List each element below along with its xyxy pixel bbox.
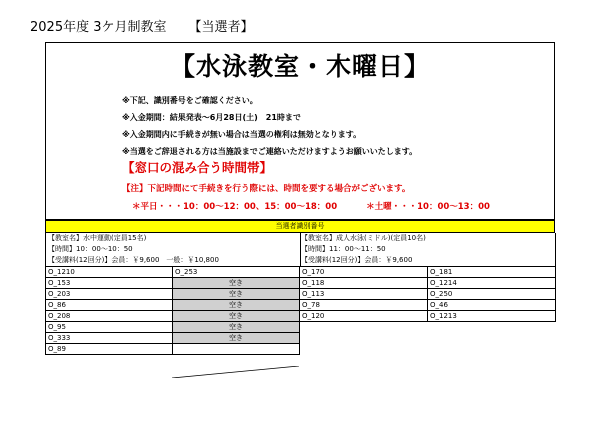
document-header bbox=[30, 16, 254, 35]
id-cell: O_120 bbox=[300, 311, 428, 322]
left-class-info bbox=[45, 233, 301, 266]
saturday-hours: ＊土曜・・・10：00～13：00 bbox=[366, 202, 490, 212]
id-cell: O_333 bbox=[46, 333, 173, 344]
left-class-fee: 【受講料(12回分)】会員：￥9,600 一般：￥10,800 bbox=[48, 256, 219, 264]
id-cell: O_86 bbox=[46, 300, 173, 311]
id-cell: O_208 bbox=[46, 311, 173, 322]
id-cell: O_78 bbox=[300, 300, 428, 311]
right-class-time: 【時間】11：00～11：50 bbox=[301, 245, 386, 253]
notes-list bbox=[122, 92, 417, 160]
table-row bbox=[46, 289, 300, 300]
table-row bbox=[46, 333, 300, 344]
table-row bbox=[46, 278, 300, 289]
id-cell bbox=[173, 344, 300, 355]
id-cell: O_46 bbox=[428, 300, 556, 311]
right-class-fee: 【受講料(12回分)】会員：￥9,600 bbox=[301, 256, 413, 264]
page-title: 【水泳教室・木曜日】 bbox=[169, 52, 430, 81]
caution-text: 【注】下記時間にて手続きを行う際には、時間を要する場合がございます。 bbox=[122, 184, 411, 194]
id-cell: O_181 bbox=[428, 267, 556, 278]
note-item: ※入金期間：結果発表～6月28日(土) 21時まで bbox=[122, 113, 301, 122]
note-item: ※入金期間内に手続きが無い場合は当選の権利は無効となります。 bbox=[122, 130, 362, 139]
id-cell: O_118 bbox=[300, 278, 428, 289]
header-badge: 【当選者】 bbox=[188, 20, 254, 35]
id-cell: O_153 bbox=[46, 278, 173, 289]
id-cell: 空き bbox=[173, 300, 300, 311]
crowd-heading: 【窓口の混み合う時間帯】 bbox=[122, 160, 273, 175]
table-row bbox=[46, 344, 300, 355]
id-cell: O_1210 bbox=[46, 267, 173, 278]
left-class-name: 【教室名】水中運動(定員15名) bbox=[48, 234, 147, 242]
header-title: 2025年度 3ケ月制教室 bbox=[30, 20, 167, 35]
table-row bbox=[46, 267, 300, 278]
note-item: ※当選をご辞退される方は当施設までご連絡いただけますようお願いいたします。 bbox=[122, 147, 418, 156]
table-row bbox=[46, 311, 300, 322]
note-item: ※下記、識別番号をご確認ください。 bbox=[122, 96, 258, 105]
blank-cell-diagonal bbox=[172, 366, 299, 378]
table-row bbox=[300, 311, 556, 322]
id-cell: O_250 bbox=[428, 289, 556, 300]
id-cell: 空き bbox=[173, 322, 300, 333]
table-row bbox=[46, 300, 300, 311]
table-row bbox=[300, 267, 556, 278]
weekday-hours: ＊平日・・・10：00～12：00、15：00～18：00 bbox=[132, 202, 338, 212]
id-cell: O_203 bbox=[46, 289, 173, 300]
right-winner-table bbox=[299, 266, 556, 322]
right-class-name: 【教室名】成人水泳(ミドル)(定員10名) bbox=[301, 234, 426, 242]
id-cell: O_253 bbox=[173, 267, 300, 278]
table-row bbox=[300, 300, 556, 311]
id-cell: O_113 bbox=[300, 289, 428, 300]
notice-frame bbox=[45, 42, 555, 220]
left-winner-table bbox=[45, 266, 300, 355]
id-cell: O_95 bbox=[46, 322, 173, 333]
id-cell: O_89 bbox=[46, 344, 173, 355]
table-row bbox=[46, 322, 300, 333]
id-cell: O_1214 bbox=[428, 278, 556, 289]
busy-hours bbox=[132, 200, 490, 212]
id-cell: O_1213 bbox=[428, 311, 556, 322]
table-row bbox=[300, 278, 556, 289]
id-cell: 空き bbox=[173, 278, 300, 289]
table-row bbox=[300, 289, 556, 300]
id-cell: 空き bbox=[173, 333, 300, 344]
id-number-band: 当選者識別番号 bbox=[45, 220, 555, 233]
id-cell: O_170 bbox=[300, 267, 428, 278]
id-cell: 空き bbox=[173, 311, 300, 322]
id-cell: 空き bbox=[173, 289, 300, 300]
right-class-info bbox=[299, 233, 556, 266]
left-class-time: 【時間】10：00～10：50 bbox=[48, 245, 133, 253]
